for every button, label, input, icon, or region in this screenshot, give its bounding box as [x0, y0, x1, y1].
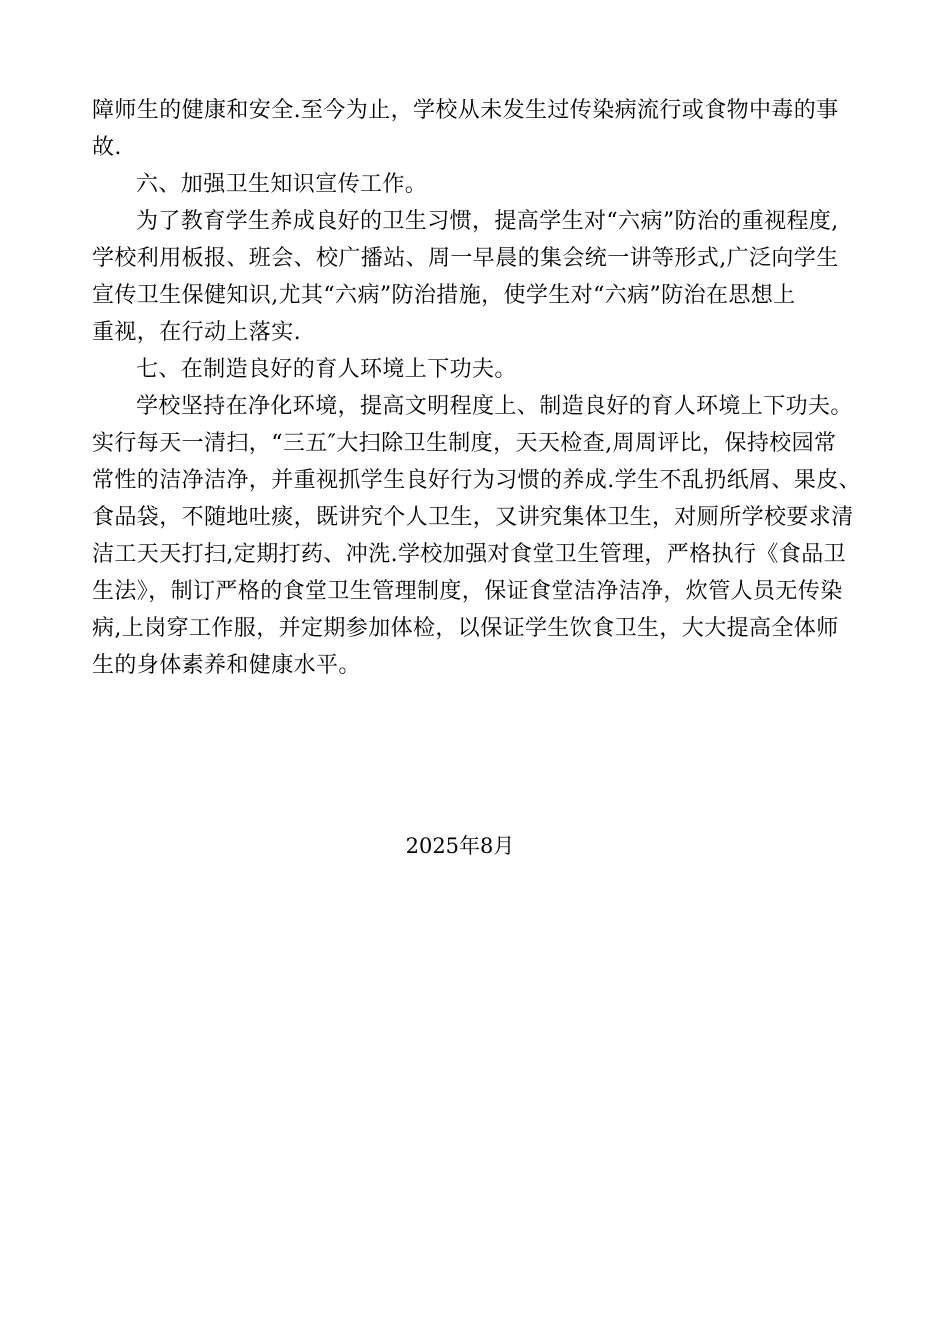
text-line: 病,上岗穿工作服，并定期参加体检，以保证学生饮食卫生，大大提高全体师: [92, 616, 839, 641]
text-line: 障师生的健康和安全.至今为止，学校从未发生过传染病流行或食物中毒的事: [92, 98, 839, 123]
section-heading: 七、在制造良好的育人环境上下功夫。: [136, 357, 517, 382]
text-line: 实行每天一清扫，“三五″大扫除卫生制度，天天检查,周周评比，保持校园常: [92, 431, 837, 456]
text-line: 故.: [92, 135, 122, 160]
section-heading: 六、加强卫生知识宣传工作。: [136, 172, 428, 197]
text-line: 重视，在行动上落实.: [92, 320, 301, 345]
text-line: 为了教育学生养成良好的卫生习惯，提高学生对“六病”防治的重视程度,: [136, 209, 839, 234]
document-date: 2025年8月: [405, 834, 515, 858]
text-line: 洁工天天打扫,定期打药、冲洗.学校加强对食堂卫生管理，严格执行《食品卫: [92, 542, 846, 567]
text-line: 宣传卫生保健知识,尤其“六病”防治措施，使学生对“六病”防治在思想上: [92, 283, 796, 308]
text-line: 常性的洁净洁净，并重视抓学生良好行为习惯的养成.学生不乱扔纸屑、果皮、: [92, 468, 861, 493]
text-line: 生法》，制订严格的食堂卫生管理制度，保证食堂洁净洁净，炊管人员无传染: [92, 579, 843, 604]
text-line: 食品袋，不随地吐痰，既讲究个人卫生，又讲究集体卫生，对厕所学校要求清: [92, 505, 854, 530]
document-body: [92, 92, 864, 684]
text-line: 学校坚持在净化环境，提高文明程度上、制造良好的育人环境上下功夫。: [136, 394, 853, 419]
text-line: 学校利用板报、班会、校广播站、周一早晨的集会统一讲等形式,广泛向学生: [92, 246, 839, 271]
text-line: 生的身体素养和健康水平。: [92, 653, 361, 678]
